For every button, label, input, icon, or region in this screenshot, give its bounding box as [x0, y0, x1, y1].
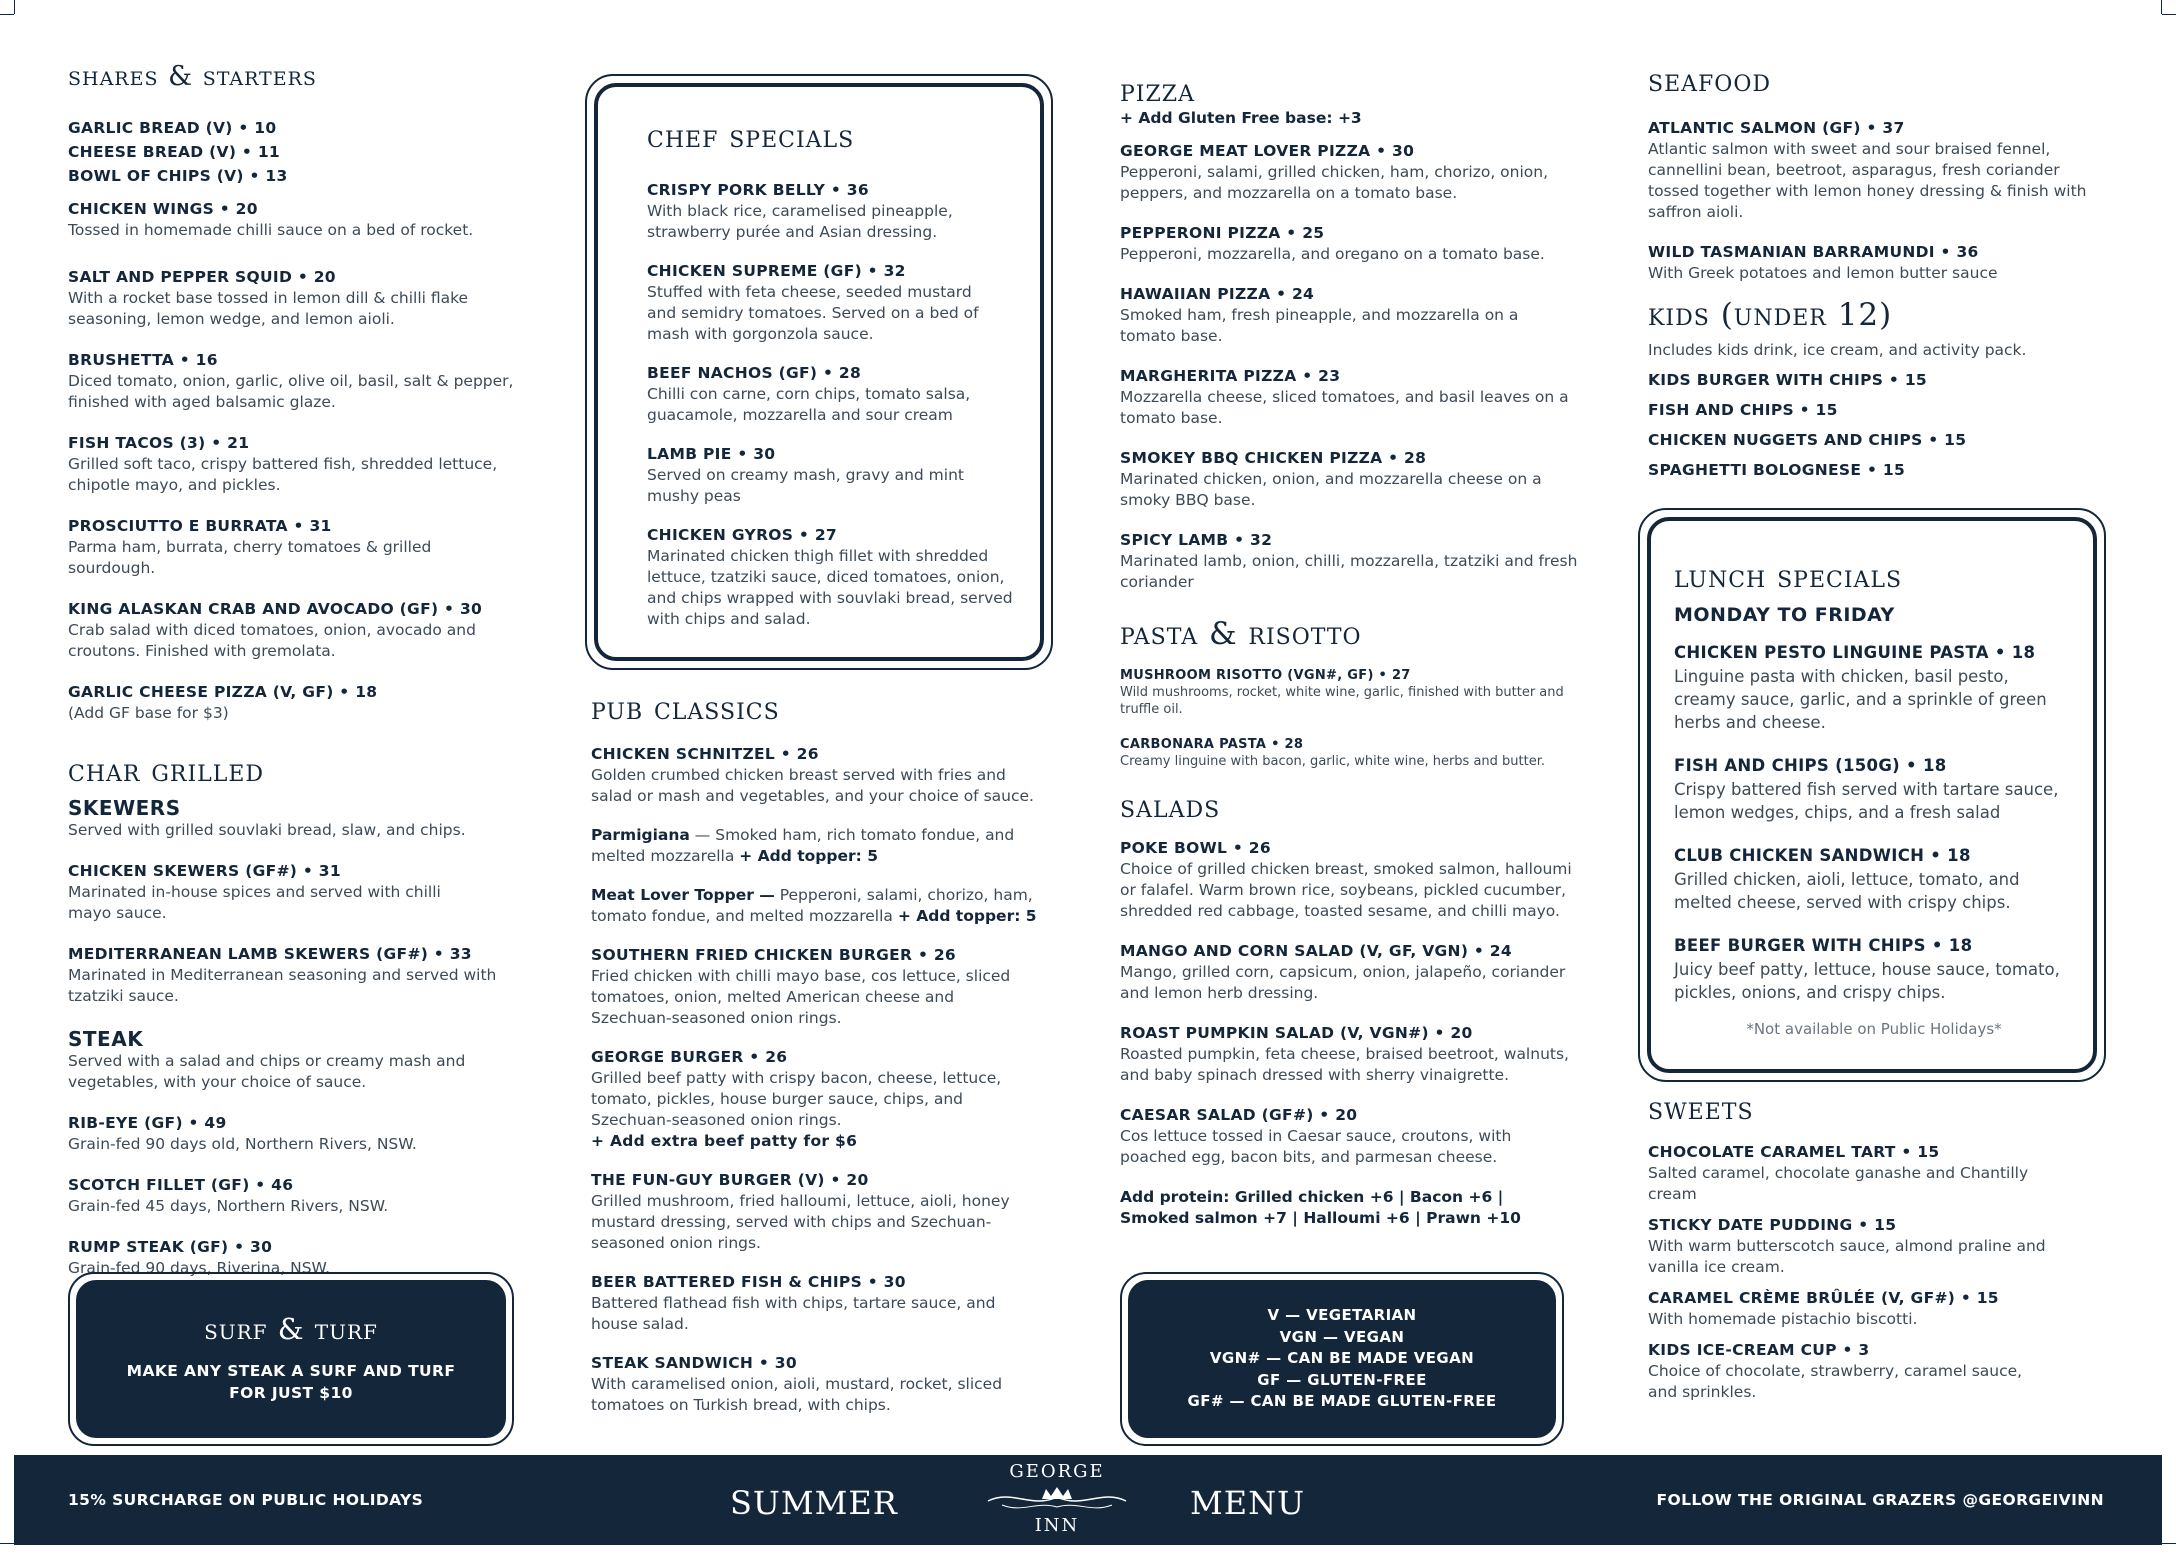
item-name: SMOKEY BBQ CHICKEN PIZZA • 28 — [1120, 449, 1427, 468]
item-name: STEAK SANDWICH • 30 — [591, 1354, 797, 1373]
item-name: GARLIC CHEESE PIZZA (V, GF) • 18 — [68, 682, 378, 701]
item-desc: Choice of chocolate, strawberry, caramel sauce, and sprinkles. — [1648, 1362, 2023, 1402]
item-desc: Pepperoni, salami, grilled chicken, ham, chorizo, onion, peppers, and mozzarella on a tomato base. — [1120, 163, 1549, 203]
legend-line: VGN# — CAN BE MADE VEGAN — [1209, 1349, 1475, 1368]
crop-mark — [2162, 1543, 2176, 1544]
item-name: CHICKEN NUGGETS AND CHIPS • 15 — [1648, 431, 1967, 450]
parmigiana-note — [591, 825, 1031, 867]
steak-title: STEAK — [68, 1026, 144, 1051]
menu-item — [68, 944, 528, 1007]
quick-items — [68, 118, 528, 187]
chef-heading: chef specials — [647, 119, 855, 155]
steak-note: Served with a salad and chips or creamy mash and vegetables, with your choice of sauce. — [68, 1051, 466, 1091]
crown-flourish-icon — [982, 1483, 1132, 1513]
item-desc: Mango, grilled corn, capsicum, onion, jalapeño, coriander and lemon herb dressing. — [1120, 963, 1566, 1003]
lunch-heading: lunch specials — [1674, 559, 1903, 595]
pizza-heading: pizza — [1120, 73, 1195, 109]
menu-item — [1648, 370, 2118, 391]
menu-item — [1648, 1142, 2118, 1205]
shares-heading: shares & starters — [68, 61, 317, 92]
item-name: KING ALASKAN CRAB AND AVOCADO (GF) • 30 — [68, 599, 483, 618]
item-name: CHICKEN WINGS • 20 — [68, 199, 258, 218]
legend-line: GF# — CAN BE MADE GLUTEN-FREE — [1187, 1392, 1497, 1411]
meat-lover-note — [591, 885, 1041, 927]
menu-item — [1648, 430, 2118, 451]
quick-item: BOWL OF CHIPS (V) • 13 — [68, 166, 288, 185]
menu-item — [1648, 460, 2118, 481]
item-desc: Pepperoni, mozzarella, and oregano on a tomato base. — [1120, 245, 1545, 264]
parmigiana-desc: — Smoked ham, rich tomato fondue, and melted mozzarella — [591, 826, 1015, 866]
crop-mark — [0, 14, 14, 15]
item-desc: Served on creamy mash, gravy and mint mushy peas — [647, 466, 964, 506]
item-name: SPICY LAMB • 32 — [1120, 531, 1273, 550]
surf-turf-line2: FOR JUST $10 — [229, 1383, 353, 1402]
item-name: WILD TASMANIAN BARRAMUNDI • 36 — [1648, 243, 1979, 262]
menu-item — [1674, 754, 2080, 824]
parmigiana-topper: + Add topper: 5 — [739, 847, 879, 866]
menu-item — [591, 1170, 1051, 1254]
item-name: FISH AND CHIPS • 15 — [1648, 401, 1838, 420]
menu-item — [647, 261, 1027, 345]
item-name: BRUSHETTA • 16 — [68, 350, 218, 369]
item-desc: Marinated in-house spices and served with chilli mayo sauce. — [68, 882, 441, 922]
item-desc: Smoked ham, fresh pineapple, and mozzarella on a tomato base. — [1120, 306, 1519, 346]
item-name: POKE BOWL • 26 — [1120, 839, 1271, 858]
menu-item — [68, 1175, 528, 1217]
item-desc: Parma ham, burrata, cherry tomatoes & grilled sourdough. — [68, 537, 432, 577]
quick-item: CHEESE BREAD (V) • 11 — [68, 142, 281, 161]
item-desc: Golden crumbed chicken breast served with fries and salad or mash and vegetables, and your choice of sauce. — [591, 766, 1034, 806]
item-name: MUSHROOM RISOTTO (VGN#, GF) • 27 — [1120, 668, 1411, 684]
menu-item — [68, 682, 528, 724]
item-name: GEORGE MEAT LOVER PIZZA • 30 — [1120, 142, 1415, 161]
menu-item — [1120, 736, 1590, 770]
item-desc: Diced tomato, onion, garlic, olive oil, basil, salt & pepper, finished with aged balsamic glaze. — [68, 371, 514, 411]
item-name: RIB-EYE (GF) • 49 — [68, 1113, 227, 1132]
menu-item — [68, 350, 528, 413]
item-desc: Chilli con carne, corn chips, tomato salsa, guacamole, mozzarella and sour cream — [647, 385, 971, 425]
column-4 — [1648, 64, 2118, 481]
menu-item — [1648, 1215, 2118, 1278]
item-name: LAMB PIE • 30 — [647, 445, 776, 464]
crop-mark — [14, 0, 15, 14]
item-desc: Salted caramel, chocolate ganashe and Chantilly cream — [1648, 1164, 2029, 1204]
item-name: ATLANTIC SALMON (GF) • 37 — [1648, 119, 1905, 138]
menu-item — [591, 1047, 1051, 1152]
menu-item — [591, 945, 1051, 1029]
surf-turf-fill — [76, 1280, 506, 1438]
item-name: CRISPY PORK BELLY • 36 — [647, 181, 869, 200]
menu-item — [1120, 1023, 1590, 1086]
legend-line: V — VEGETARIAN — [1267, 1306, 1417, 1325]
chargrilled-heading: char grilled — [68, 752, 265, 789]
menu-item — [1120, 141, 1590, 204]
menu-item — [1674, 641, 2080, 734]
menu-item — [1120, 667, 1590, 718]
menu-item — [647, 363, 1027, 426]
pub-heading: pub classics — [591, 691, 780, 727]
crop-mark — [0, 1543, 14, 1544]
surf-turf-box — [68, 1272, 514, 1446]
menu-item — [1120, 448, 1590, 511]
item-name: MARGHERITA PIZZA • 23 — [1120, 367, 1341, 386]
george-inn-logo — [982, 1461, 1132, 1539]
item-name: CHOCOLATE CARAMEL TART • 15 — [1648, 1143, 1940, 1162]
item-name: CAESAR SALAD (GF#) • 20 — [1120, 1106, 1358, 1125]
menu-item — [1674, 844, 2080, 914]
item-desc: Marinated in Mediterranean seasoning and served with tzatziki sauce. — [68, 965, 497, 1005]
parmigiana-label: Parmigiana — [591, 826, 690, 845]
meat-lover-label: Meat Lover Topper — — [591, 886, 775, 905]
menu-item — [68, 516, 528, 579]
menu-item — [68, 199, 528, 241]
menu-item — [591, 1272, 1051, 1335]
salads-heading: salads — [1120, 789, 1221, 826]
menu-item — [68, 599, 528, 662]
menu-item — [1648, 400, 2118, 421]
item-desc: Grilled mushroom, fried halloumi, lettuce, aioli, honey mustard dressing, served with chips and Szechuan-seasoned onion rings. — [591, 1192, 1010, 1253]
lunch-specials-box — [1638, 508, 2106, 1082]
menu-item — [1120, 284, 1590, 347]
column-4-sweets — [1648, 1092, 2118, 1403]
pasta-heading: pasta & risotto — [1120, 616, 1362, 653]
item-desc: Atlantic salmon with sweet and sour braised fennel, cannellini bean, beetroot, asparagus, fresh coriander tossed together with lemon honey dressing & finish with saffron aioli. — [1648, 140, 2087, 222]
menu-item — [1648, 1288, 2118, 1330]
crop-mark — [2161, 0, 2162, 14]
crop-mark — [2162, 14, 2176, 15]
item-desc: Cos lettuce tossed in Caesar sauce, croutons, with poached egg, bacon bits, and parmesan cheese. — [1120, 1127, 1512, 1167]
item-name: MEDITERRANEAN LAMB SKEWERS (GF#) • 33 — [68, 944, 472, 963]
item-desc: With warm butterscotch sauce, almond praline and vanilla ice cream. — [1648, 1237, 2046, 1277]
item-desc: With caramelised onion, aioli, mustard, rocket, sliced tomatoes on Turkish bread, with chips. — [591, 1375, 1003, 1415]
pizza-note: + Add Gluten Free base: +3 — [1120, 109, 1362, 128]
item-name: THE FUN-GUY BURGER (V) • 20 — [591, 1171, 869, 1190]
item-name: RUMP STEAK (GF) • 30 — [68, 1237, 273, 1256]
logo-bottom-text: INN — [1034, 1515, 1080, 1536]
sweets-heading: sweets — [1648, 1091, 1754, 1127]
column-2 — [591, 692, 1051, 1416]
item-desc: Creamy linguine with bacon, garlic, white wine, herbs and butter. — [1120, 754, 1546, 770]
menu-item — [1120, 838, 1590, 922]
item-desc: With a rocket base tossed in lemon dill & chilli flake seasoning, lemon wedge, and lemon aioli. — [68, 288, 469, 328]
menu-item — [1648, 242, 2118, 284]
item-name: BEER BATTERED FISH & CHIPS • 30 — [591, 1273, 906, 1292]
item-desc: Grilled beef patty with crispy bacon, cheese, lettuce, tomato, pickles, house burger sauce, chips, and Szechuan-seasoned onion rings. — [591, 1069, 1002, 1130]
item-desc: Marinated chicken thigh fillet with shredded lettuce, tzatziki sauce, diced tomatoes, onion, and chips wrapped with souvlaki bread, served with chips and salad. — [647, 547, 1013, 629]
menu-item — [1120, 941, 1590, 1004]
kids-note: Includes kids drink, ice cream, and activity pack. — [1648, 341, 2027, 360]
item-desc: Fried chicken with chilli mayo base, cos lettuce, sliced tomatoes, onion, melted American cheese and Szechuan-seasoned onion rings. — [591, 967, 1011, 1028]
menu-item — [68, 861, 528, 924]
item-extra: + Add extra beef patty for $6 — [591, 1132, 858, 1151]
item-name: KIDS ICE-CREAM CUP • 3 — [1648, 1341, 1870, 1360]
item-name: PEPPERONI PIZZA • 25 — [1120, 224, 1325, 243]
legend-box — [1120, 1272, 1564, 1446]
menu-item — [1648, 1340, 2118, 1403]
column-3 — [1120, 74, 1590, 1229]
item-name: CARAMEL CRÈME BRÛLÉE (V, GF#) • 15 — [1648, 1289, 1999, 1308]
item-desc: Choice of grilled chicken breast, smoked salmon, halloumi or falafel. Warm brown rice, soybeans, pickled cucumber, shredded red cabbage, toasted sesame, and chilli mayo. — [1120, 860, 1572, 921]
surf-turf-title: surf & turf — [204, 1312, 378, 1347]
item-name: FISH AND CHIPS (150G) • 18 — [1674, 755, 1947, 775]
chef-specials-box — [585, 74, 1053, 670]
column-1 — [68, 62, 528, 1279]
item-name: SCOTCH FILLET (GF) • 46 — [68, 1175, 294, 1194]
menu-item — [1120, 530, 1590, 593]
item-name: CARBONARA PASTA • 28 — [1120, 737, 1304, 753]
skewers-note: Served with grilled souvlaki bread, slaw, and chips. — [68, 820, 466, 839]
menu-item — [591, 1353, 1051, 1416]
item-desc: Tossed in homemade chilli sauce on a bed of rocket. — [68, 220, 474, 239]
item-name: BEEF BURGER WITH CHIPS • 18 — [1674, 935, 1973, 955]
legend-fill — [1128, 1280, 1556, 1438]
item-name: CHICKEN SCHNITZEL • 26 — [591, 745, 819, 764]
item-name: ROAST PUMPKIN SALAD (V, VGN#) • 20 — [1120, 1024, 1473, 1043]
menu-item — [591, 744, 1051, 807]
menu-word: menu — [1190, 1471, 1306, 1525]
item-desc: Mozzarella cheese, sliced tomatoes, and basil leaves on a tomato base. — [1120, 388, 1569, 428]
add-protein-line2: Smoked salmon +7 | Halloumi +6 | Prawn +10 — [1120, 1209, 1521, 1228]
item-name: CHICKEN GYROS • 27 — [647, 526, 838, 545]
surcharge-text: 15% SURCHARGE ON PUBLIC HOLIDAYS — [68, 1491, 424, 1509]
item-name: BEEF NACHOS (GF) • 28 — [647, 364, 862, 383]
item-desc: Battered flathead fish with chips, tartare sauce, and house salad. — [591, 1294, 996, 1334]
item-name: STICKY DATE PUDDING • 15 — [1648, 1216, 1897, 1235]
legend-line: VGN — VEGAN — [1279, 1327, 1405, 1346]
menu-item — [1648, 118, 2118, 223]
quick-item: GARLIC BREAD (V) • 10 — [68, 118, 277, 137]
follow-text: FOLLOW THE ORIGINAL GRAZERS @GEORGEIVINN — [1656, 1491, 2104, 1509]
menu-item — [1120, 1105, 1590, 1168]
item-name: CHICKEN SKEWERS (GF#) • 31 — [68, 861, 341, 880]
item-desc: Marinated chicken, onion, and mozzarella cheese on a smoky BBQ base. — [1120, 470, 1542, 510]
item-name: PROSCIUTTO E BURRATA • 31 — [68, 516, 332, 535]
item-desc: With Greek potatoes and lemon butter sauce — [1648, 264, 1998, 283]
menu-item — [1120, 366, 1590, 429]
item-name: CHICKEN PESTO LINGUINE PASTA • 18 — [1674, 642, 2036, 662]
meat-lover-topper: + Add topper: 5 — [897, 907, 1037, 926]
menu-item — [68, 267, 528, 330]
item-desc: Grilled soft taco, crispy battered fish, shredded lettuce, chipotle mayo, and pickles. — [68, 454, 498, 494]
lunch-footnote: *Not available on Public Holidays* — [1746, 1019, 2002, 1038]
summer-word: summer — [730, 1471, 898, 1525]
item-desc: Crispy battered fish served with tartare sauce, lemon wedges, chips, and a fresh salad — [1674, 779, 2059, 822]
menu-item — [1120, 223, 1590, 265]
item-name: HAWAIIAN PIZZA • 24 — [1120, 285, 1315, 304]
footer-bar — [14, 1455, 2162, 1545]
item-desc: With black rice, caramelised pineapple, strawberry purée and Asian dressing. — [647, 202, 953, 242]
kids-heading: kids (under 12) — [1648, 297, 1893, 334]
item-name: KIDS BURGER WITH CHIPS • 15 — [1648, 371, 1927, 390]
add-protein-line1: Add protein: Grilled chicken +6 | Bacon +6 | — [1120, 1188, 1504, 1207]
item-name: SALT AND PEPPER SQUID • 20 — [68, 267, 336, 286]
item-desc: Grilled chicken, aioli, lettuce, tomato, and melted cheese, served with crispy chips. — [1674, 869, 2020, 912]
item-desc: Wild mushrooms, rocket, white wine, garlic, finished with butter and truffle oil. — [1120, 685, 1564, 718]
meat-lover-desc: Pepperoni, salami, chorizo, ham, tomato fondue, and melted mozzarella — [591, 886, 1033, 926]
seafood-heading: seafood — [1648, 63, 1771, 99]
logo-top-text: GEORGE — [1009, 1461, 1105, 1482]
item-name: GEORGE BURGER • 26 — [591, 1048, 788, 1067]
menu-item — [1674, 934, 2080, 1004]
menu-item — [68, 433, 528, 496]
menu-item — [647, 444, 1027, 507]
item-name: MANGO AND CORN SALAD (V, GF, VGN) • 24 — [1120, 942, 1512, 961]
item-desc: Roasted pumpkin, feta cheese, braised beetroot, walnuts, and baby spinach dressed with sherry vinaigrette. — [1120, 1045, 1569, 1085]
item-name: FISH TACOS (3) • 21 — [68, 433, 250, 452]
item-desc: Stuffed with feta cheese, seeded mustard and semidry tomatoes. Served on a bed of mash with gorgonzola sauce. — [647, 283, 979, 344]
skewers-title: SKEWERS — [68, 795, 181, 820]
item-desc: Marinated lamb, onion, chilli, mozzarella, tzatziki and fresh coriander — [1120, 552, 1578, 592]
menu-item — [68, 1113, 528, 1155]
item-desc: Crab salad with diced tomatoes, onion, avocado and croutons. Finished with gremolata. — [68, 620, 476, 660]
item-desc: Grain-fed 90 days, Riverina, NSW. — [68, 1258, 331, 1277]
item-desc: Linguine pasta with chicken, basil pesto, creamy sauce, garlic, and a sprinkle of green herbs and cheese. — [1674, 666, 2047, 732]
item-name: SOUTHERN FRIED CHICKEN BURGER • 26 — [591, 946, 957, 965]
item-desc: Grain-fed 90 days old, Northern Rivers, NSW. — [68, 1134, 417, 1153]
lunch-sub: MONDAY TO FRIDAY — [1674, 604, 1895, 627]
menu-item — [647, 180, 1027, 243]
item-desc: Grain-fed 45 days, Northern Rivers, NSW. — [68, 1196, 389, 1215]
item-desc: With homemade pistachio biscotti. — [1648, 1310, 1918, 1329]
surf-turf-line1: MAKE ANY STEAK A SURF AND TURF — [126, 1361, 456, 1380]
item-desc: Juicy beef patty, lettuce, house sauce, tomato, pickles, onions, and crispy chips. — [1674, 959, 2060, 1002]
item-name: SPAGHETTI BOLOGNESE • 15 — [1648, 461, 1906, 480]
menu-item — [647, 525, 1027, 630]
item-name: CHICKEN SUPREME (GF) • 32 — [647, 262, 906, 281]
legend-line: GF — GLUTEN-FREE — [1257, 1370, 1427, 1389]
item-name: CLUB CHICKEN SANDWICH • 18 — [1674, 845, 1971, 865]
item-desc: (Add GF base for $3) — [68, 703, 229, 722]
